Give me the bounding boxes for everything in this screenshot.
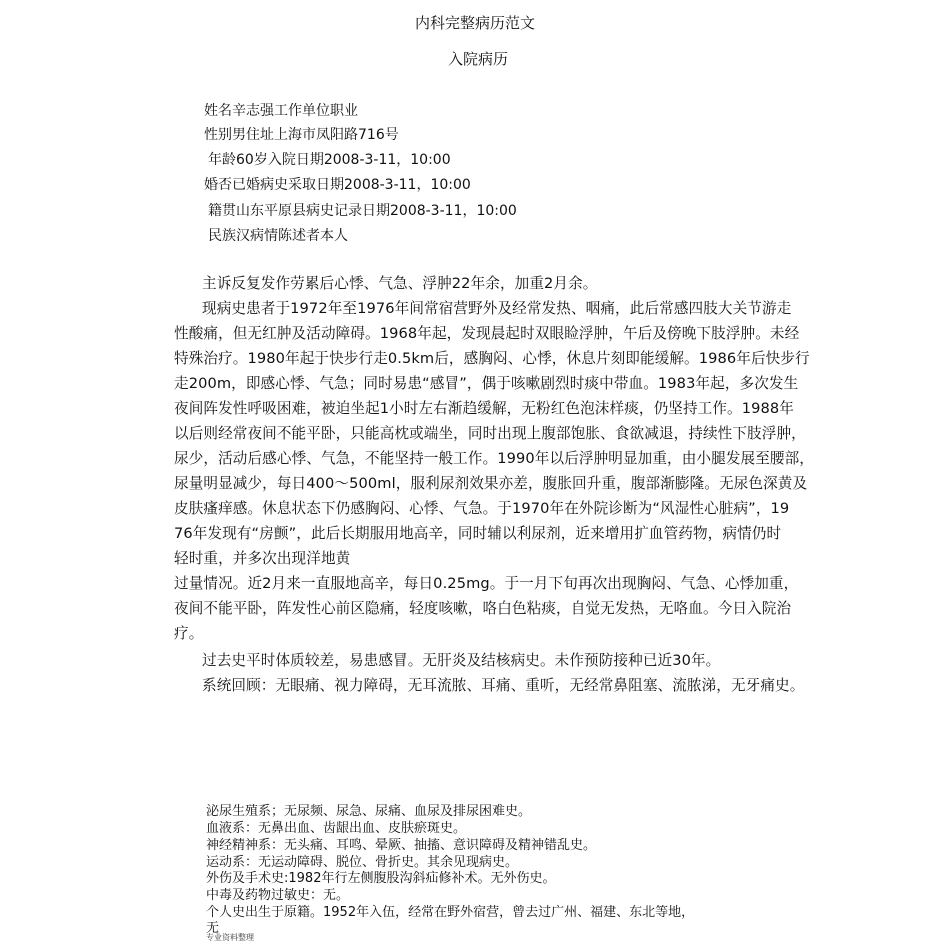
body-line: 走200m，即感心悸、气急；同时易患“感冒”，偶于咳嗽剧烈时痰中带血。1983年起，多次发生 [174,375,799,392]
document-subtitle: 入院病历 [448,50,509,68]
page-footer: 专业资料整理 [206,933,254,942]
past-history: 过去史平时体质较差，易患感冒。无肝炎及结核病史。未作预防接种已近30年。 [202,652,721,669]
body-line: 夜间阵发性呼吸困难，被迫坐起1小时左右渐趋缓解，无粉红色泡沫样痰，仍坚持工作。1988年 [174,400,794,417]
body-line: 尿少，活动后感心悸、气急，不能坚持一般工作。1990年以后浮肿明显加重，由小腿发展至腰部， [174,450,814,467]
info-line-marital: 婚否已婚病史采取日期2008-3-11，10:00 [204,177,471,193]
info-line-birthplace: 籍贯山东平原县病史记录日期2008-3-11，10:00 [208,203,517,219]
info-line-ethnicity: 民族汉病情陈述者本人 [208,228,348,244]
personal-history-continued: 无 [206,921,220,936]
urinary-system-line: 泌尿生殖系；无尿频、尿急、尿痛、血尿及排尿困难史。 [206,804,532,819]
chief-complaint: 主诉反复发作劳累后心悸、气急、浮肿22年余，加重2月余。 [202,275,598,292]
info-line-name: 姓名辛志强工作单位职业 [204,103,358,119]
body-line: 过量情况。近2月来一直服地高辛，每日0.25mg。于一月下旬再次出现胸闷、气急、心悸加重， [174,575,799,592]
body-line: 现病史患者于1972年至1976年间常宿营野外及经常发热、咽痛，此后常感四肢大关节游走 [202,300,792,317]
nervous-system-line: 神经精神系：无头痛、耳鸣、晕厥、抽搐、意识障碍及精神错乱史。 [206,838,597,853]
system-review: 系统回顾：无眼痛、视力障碍，无耳流脓、耳痛、重听，无经常鼻阻塞、流脓涕，无牙痛史。 [202,677,805,694]
body-line: 特殊治疗。1980年起于快步行走0.5km后，感胸闷、心悸，休息片刻即能缓解。1986年后快步行 [174,350,810,367]
motor-system-line: 运动系：无运动障碍、脱位、骨折史。其余见现病史。 [206,855,519,870]
body-line: 疗。 [174,625,204,642]
body-line: 76年发现有“房颤”，此后长期服用地高辛，同时辅以利尿剂，近来增用扩血管药物，病情仍时 [174,525,782,542]
document-title: 内科完整病历范文 [414,14,535,32]
allergy-history-line: 中毒及药物过敏史：无。 [206,888,350,903]
personal-history-line: 个人史出生于原籍。1952年入伍，经常在野外宿营，曾去过广州、福建、东北等地， [206,905,695,920]
info-line-gender: 性别男住址上海市凤阳路716号 [204,127,399,143]
surgery-history-line: 外伤及手术史:1982年行左侧腹股沟斜疝修补术。无外伤史。 [206,871,556,886]
info-line-age: 年龄60岁入院日期2008-3-11，10:00 [208,152,451,168]
body-line: 夜间不能平卧，阵发性心前区隐痛，轻度咳嗽，咯白色粘痰，自觉无发热，无咯血。今日入院治 [174,600,792,617]
body-line: 轻时重，并多次出现洋地黄 [174,550,351,567]
body-line: 尿量明显减少，每日400～500ml，服利尿剂效果亦差，腹胀回升重，腹部渐膨隆。无尿色深黄及 [174,475,808,492]
body-line: 以后则经常夜间不能平卧，只能高枕或端坐，同时出现上腹部饱胀、食欲减退，持续性下肢浮肿， [174,425,806,442]
body-line: 皮肤瘙痒感。休息状态下仍感胸闷、心悸、气急。于1970年在外院诊断为“风湿性心脏病”，19 [174,500,790,517]
blood-system-line: 血液系：无鼻出血、齿龈出血、皮肤瘀斑史。 [206,821,467,836]
body-line: 性酸痛，但无红肿及活动障碍。1968年起，发现晨起时双眼睑浮肿，午后及傍晚下肢浮肿。未经 [174,325,800,342]
